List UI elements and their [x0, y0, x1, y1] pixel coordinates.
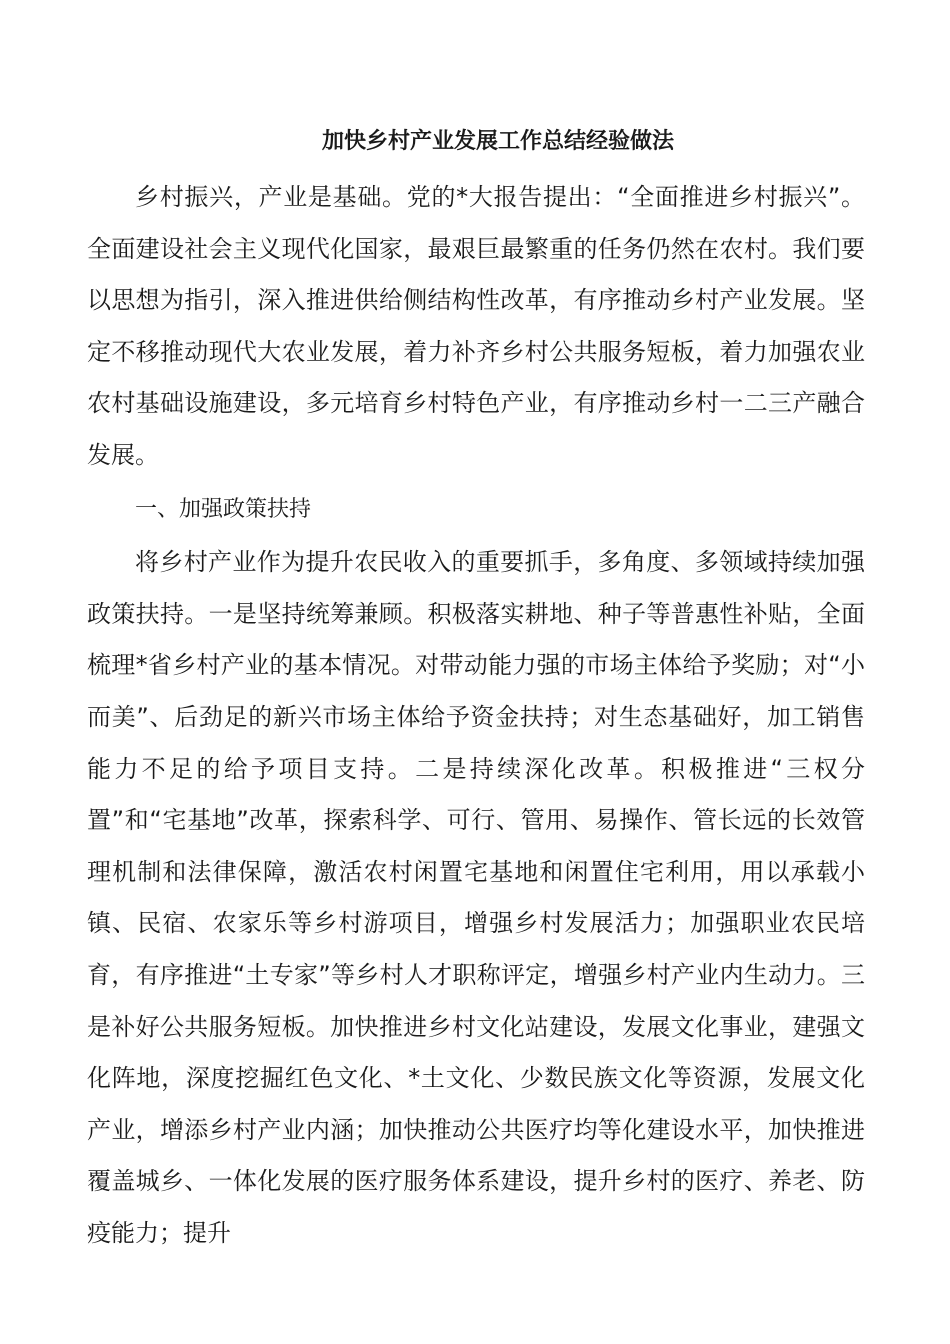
document-body: [87, 172, 865, 1259]
section-1-paragraph: 将乡村产业作为提升农民收入的重要抓手，多角度、多领域持续加强政策扶持。一是坚持统筹兼顾。积极落实耕地、种子等普惠性补贴，全面梳理*省乡村产业的基本情况。对带动能力强的市场主体给予奖励；对“小而美”、后劲足的新兴市场主体给予资金扶持；对生态基础好，加工销售能力不足的给予项目支持。二是持续深化改革。积极推进“三权分置”和“宅基地”改革，探索科学、可行、管用、易操作、管长远的长效管理机制和法律保障，激活农村闲置宅基地和闲置住宅利用，用以承载小镇、民宿、农家乐等乡村游项目，增强乡村发展活力；加强职业农民培育，有序推进“土专家”等乡村人才职称评定，增强乡村产业内生动力。三是补好公共服务短板。加快推进乡村文化站建设，发展文化事业，建强文化阵地，深度挖掘红色文化、*土文化、少数民族文化等资源，发展文化产业，增添乡村产业内涵；加快推动公共医疗均等化建设水平，加快推进覆盖城乡、一体化发展的医疗服务体系建设，提升乡村的医疗、养老、防疫能力；提升: [87, 548, 865, 1247]
section-heading-1: 一、加强政策扶持: [135, 496, 312, 522]
intro-paragraph: 乡村振兴，产业是基础。党的*大报告提出：“全面推进乡村振兴”。全面建设社会主义现代化国家，最艰巨最繁重的任务仍然在农村。我们要以思想为指引，深入推进供给侧结构性改革，有序推动乡村产业发展。坚定不移推动现代大农业发展，着力补齐乡村公共服务短板，着力加强农业农村基础设施建设，多元培育乡村特色产业，有序推动乡村一二三产融合发展。: [87, 183, 865, 469]
document-title: 加快乡村产业发展工作总结经验做法: [321, 129, 674, 154]
